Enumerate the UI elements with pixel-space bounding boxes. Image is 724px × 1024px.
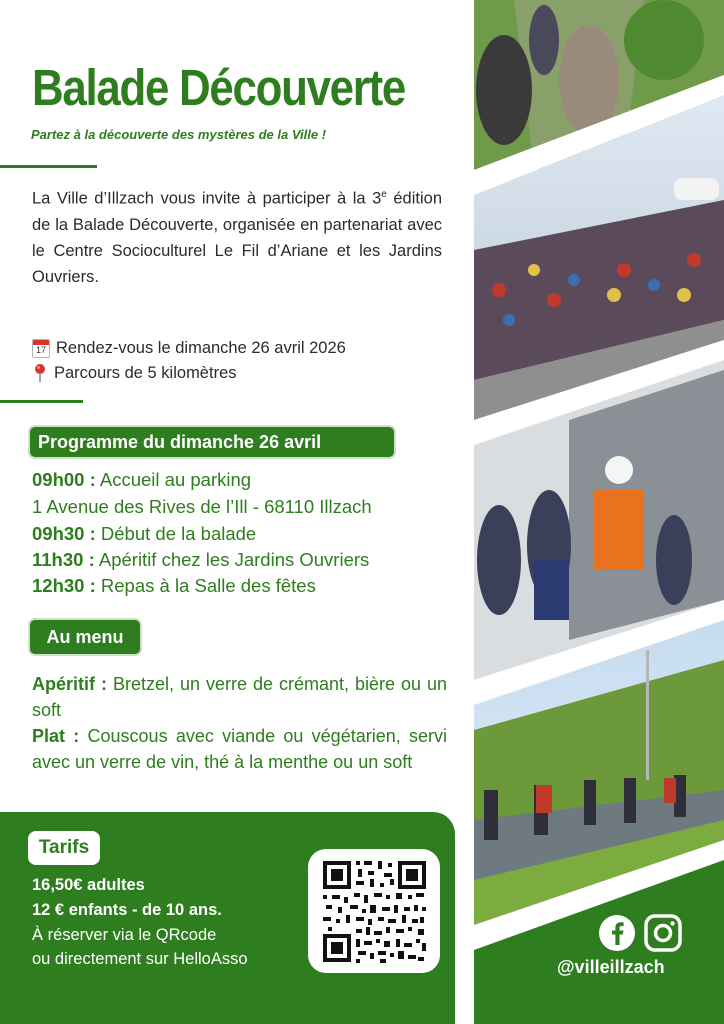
tarif-enfants: 12 € enfants - de 10 ans.	[32, 901, 222, 919]
programme-item: 09h30 : Début de la balade	[32, 523, 257, 544]
info-rendezvous	[32, 337, 452, 359]
page-title: Balade Découverte	[32, 59, 405, 116]
reserver-line2: ou directement sur HelloAsso	[32, 950, 248, 968]
info-parcours	[32, 362, 452, 384]
menu-aperitif: Apéritif : Bretzel, un verre de crémant, bière ou un soft	[32, 674, 447, 720]
programme-heading: Programme du dimanche 26 avril	[28, 425, 396, 459]
calendar-icon: 17	[32, 339, 50, 358]
intro-line1: La Ville d’Illzach vous invite à participer à la	[32, 189, 366, 208]
tarif-adultes: 16,50€ adultes	[32, 876, 145, 894]
qr-code-icon	[308, 849, 440, 973]
parcours-text: Parcours de 5 kilomètres	[54, 364, 237, 382]
photo-collage	[474, 0, 724, 1024]
intro-rest: édition de la Balade Découverte, organisée en partenariat avec le Centre Socioculturel Le Fil d’Ariane et les Jardins Ouvriers.	[32, 189, 442, 286]
map-pin-icon	[32, 363, 48, 383]
divider-middle	[0, 400, 83, 403]
programme-address: 1 Avenue des Rives de l’Ill - 68110 Illzach	[32, 496, 372, 517]
programme-item: 12h30 : Repas à la Salle des fêtes	[32, 575, 316, 596]
qr-code[interactable]	[308, 849, 440, 973]
divider-top	[0, 165, 97, 168]
edition-number: 3	[372, 189, 382, 208]
rendezvous-text: Rendez-vous le dimanche 26 avril 2026	[56, 339, 346, 357]
intro-paragraph	[32, 182, 442, 290]
programme-item: 09h00 : Accueil au parking	[32, 469, 252, 490]
programme-item: 11h30 : Apéritif chez les Jardins Ouvriers	[32, 549, 370, 570]
social-handle[interactable]: @villeillzach	[557, 957, 665, 977]
page-subtitle: Partez à la découverte des mystères de la Ville !	[31, 127, 327, 142]
edition-suffix: e	[381, 189, 387, 200]
menu-heading: Au menu	[28, 618, 142, 656]
instagram-icon[interactable]	[644, 914, 682, 952]
menu-plat: Plat : Couscous avec viande ou végétarien, servi avec un verre de vin, thé à la menthe ou un soft	[32, 726, 447, 772]
tarifs-heading: Tarifs	[28, 831, 100, 865]
reserver-line1: À réserver via le QRcode	[32, 926, 217, 944]
facebook-icon[interactable]	[598, 914, 636, 952]
social-icons	[598, 914, 682, 952]
